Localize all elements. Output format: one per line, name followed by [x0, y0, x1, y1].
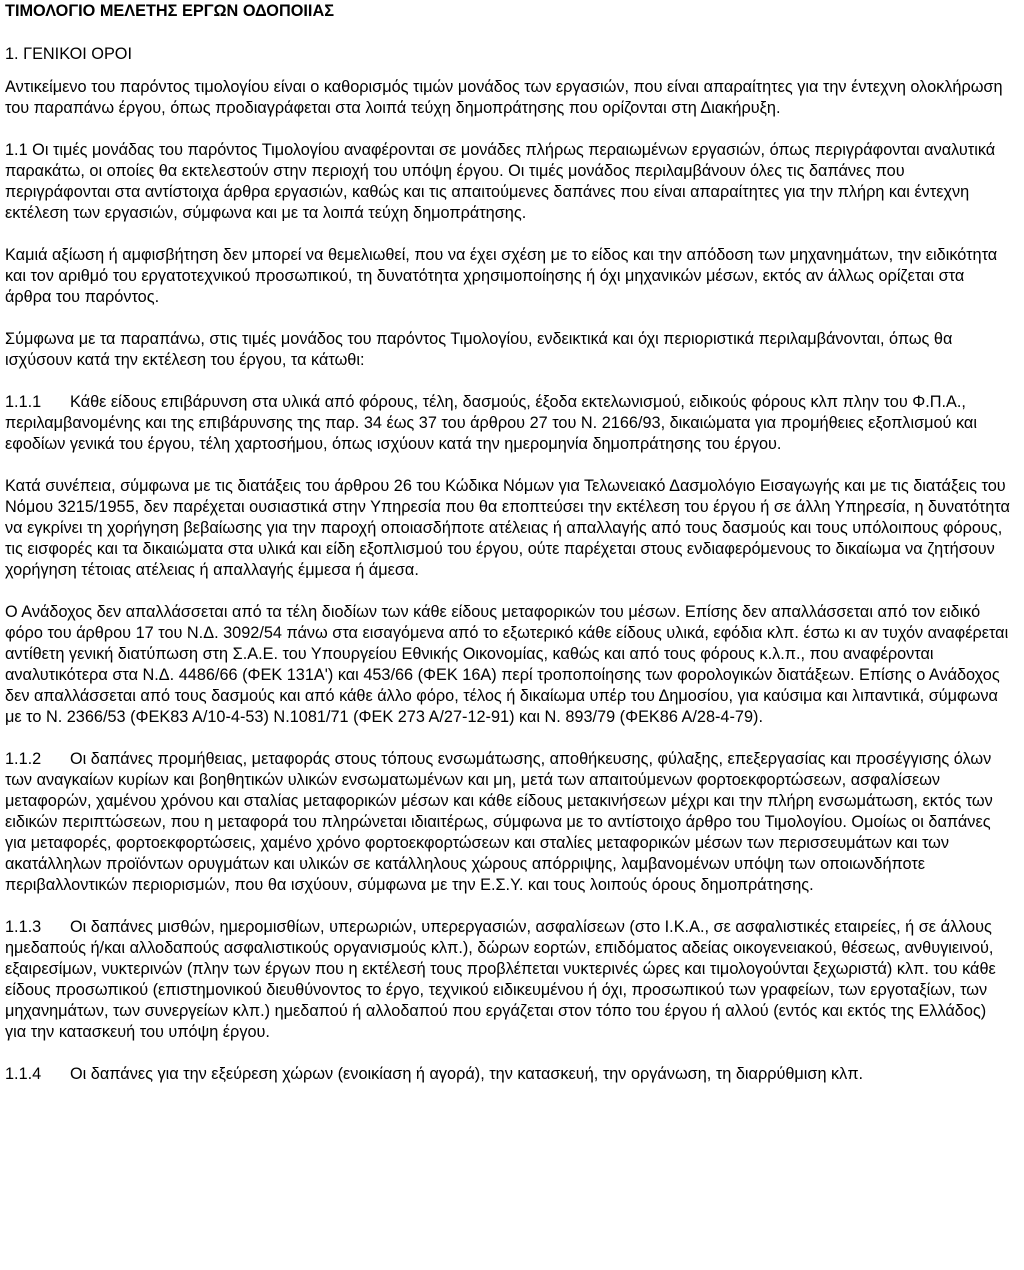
paragraph-included-items: Σύμφωνα με τα παραπάνω, στις τιμές μονάδος του παρόντος Τιμολογίου, ενδεικτικά και όχι περιοριστικά περιλαμβάνονται, όπως θα ισχύσουν κατά την εκτέλεση του έργου, τα κάτωθι:	[5, 330, 953, 369]
item-1-1-1-number: 1.1.1	[5, 393, 42, 411]
paragraph-contractor-tolls: Ο Ανάδοχος δεν απαλλάσσεται από τα τέλη διοδίων των κάθε είδους μεταφορικών του μέσων. Επίσης δεν απαλλάσσεται από τον ειδικό φόρο του άρθρου 17 του Ν.Δ. 3092/54 πάνω στα εισαγόμενα από το εξωτερικό κάθε είδους υλικά, εφόδια κλπ. έστω κι αν τυχόν αναφέρεται αντίθετη γενική διατύπωση στη Σ.Α.Ε. του Υπουργείου Εθνικής Οικονομίας, καθώς και από τους φόρους κ.λ.π., που αναφέρονται αναλυτικότερα στα Ν.Δ. 4486/66 (ΦΕΚ 131Α') και 453/66 (ΦΕΚ 16Α) περί τροποποίησης των φορολογικών διατάξεων. Επίσης ο Ανάδοχος δεν απαλλάσσεται από τους δασμούς και από κάθε άλλο φόρο, τέλος ή δικαίωμα υπέρ του Δημοσίου, για καύσιμα και λιπαντικά, σύμφωνα με το Ν. 2366/53 (ΦΕΚ83 Α/10-4-53) Ν.1081/71 (ΦΕΚ 273 Α/27-12-91) και Ν. 893/79 (ΦΕΚ86 Α/28-4-79).	[5, 603, 1009, 726]
item-1-1-3	[5, 917, 1010, 1043]
document-title: ΤΙΜΟΛΟΓΙΟ ΜΕΛΕΤΗΣ ΕΡΓΩΝ ΟΔΟΠΟΙΙΑΣ	[5, 2, 334, 20]
item-1-1-1	[5, 392, 1010, 455]
item-1-1-2	[5, 749, 1010, 896]
paragraph-1-1: 1.1 Οι τιμές μονάδας του παρόντος Τιμολογίου αναφέρονται σε μονάδες πλήρως περαιωμένων εργασιών, όπως περιγράφονται αναλυτικά παρακάτω, οι οποίες θα εκτελεστούν στην περιοχή του υπόψη έργου. Οι τιμές μονάδος περιλαμβάνουν όλες τις δαπάνες που περιγράφονται στα αντίστοιχα άρθρα εργασιών, καθώς και τις απαιτούμενες δαπάνες που είναι απαραίτητες για την πλήρη και έντεχνη εκτέλεση των εργασιών, σύμφωνα και με τα λοιπά τεύχη δημοπράτησης.	[5, 141, 996, 222]
paragraph-consequently: Κατά συνέπεια, σύμφωνα με τις διατάξεις του άρθρου 26 του Κώδικα Νόμων για Τελωνειακό Δασμολόγιο Εισαγωγής και με τις διατάξεις του Νόμου 3215/1955, δεν παρέχεται ουσιαστικά στην Υπηρεσία που θα εποπτεύσει την εκτέλεση του έργου ή σε άλλη Υπηρεσία, η δυνατότητα να εγκρίνει τη χορήγηση βεβαίωσης για την παροχή οποιασδήποτε ατέλειας ή απαλλαγής από τους δασμούς και τους υπόλοιπους φόρους, τις εισφορές και τα δικαιώματα στα υλικά και είδη εξοπλισμού του έργου, ούτε παρέχεται στους ενδιαφερόμενους το δικαίωμα να ζητήσουν χορήγηση τέτοιας ατέλειας ή απαλλαγής έμμεσα ή άμεσα.	[5, 477, 1010, 579]
paragraph-scope: Αντικείμενο του παρόντος τιμολογίου είναι ο καθορισμός τιμών μονάδος των εργασιών, που είναι απαραίτητες για την έντεχνη ολοκλήρωση του παραπάνω έργου, όπως προδιαγράφεται στα λοιπά τεύχη δημοπράτησης που ορίζονται στη Διακήρυξη.	[5, 78, 1003, 117]
item-1-1-1-text: Κάθε είδους επιβάρυνση στα υλικά από φόρους, τέλη, δασμούς, έξοδα εκτελωνισμού, ειδικούς φόρους κλπ πλην του Φ.Π.Α., περιλαμβανομένης και της επιβάρυνσης της παρ. 34 έως 37 του άρθρου 27 του Ν. 2166/93, δικαιώματα για προμήθειες εξοπλισμού και εφοδίων γενικά του έργου, τέλη χαρτοσήμου, όπως ισχύουν κατά την ημερομηνία δημοπράτησης του έργου.	[5, 393, 977, 453]
item-1-1-4	[5, 1064, 1010, 1085]
paragraph-no-claim: Καμιά αξίωση ή αμφισβήτηση δεν μπορεί να θεμελιωθεί, που να έχει σχέση με το είδος και την απόδοση των μηχανημάτων, την ειδικότητα και τον αριθμό του εργατοτεχνικού προσωπικού, τη δυνατότητα χρησιμοποίησης ή όχι μηχανικών μέσων, εκτός αν άλλως ορίζεται στα άρθρα του παρόντος.	[5, 246, 998, 306]
item-1-1-2-number: 1.1.2	[5, 750, 42, 768]
item-1-1-4-number: 1.1.4	[5, 1065, 42, 1083]
item-1-1-4-text: Οι δαπάνες για την εξεύρεση χώρων (ενοικίαση ή αγορά), την κατασκευή, την οργάνωση, τη διαρρύθμιση κλπ.	[70, 1065, 864, 1083]
item-1-1-3-number: 1.1.3	[5, 918, 42, 936]
item-1-1-3-text: Οι δαπάνες μισθών, ημερομισθίων, υπερωριών, υπερεργασιών, ασφαλίσεων (στο Ι.Κ.Α., σε ασφαλιστικές εταιρείες, ή σε άλλους ημεδαπούς ή/και αλλοδαπούς ασφαλιστικούς οργανισμούς κλπ.), δώρων εορτών, επιδόματος αδείας οικογενειακού, θέσεως, ανθυγιεινού, εξαιρεσίμων, νυκτερινών (πλην των έργων που η εκτέλεσή τους προβλέπεται νυκτερινές ώρες και τιμολογούνται ξεχωριστά) κλπ. του κάθε είδους προσωπικού (επιστημονικού διευθύνοντος το έργο, τεχνικού ειδικευμένου ή όχι, προσωπικού των γραφείων, των εργοταξίων, των μηχανημάτων, των συνεργείων κλπ.) ημεδαπού ή αλλοδαπού που εργάζεται στον τόπο του έργου ή αλλού (εντός και εκτός της Ελλάδος) για την κατασκευή του υπόψη έργου.	[5, 918, 996, 1041]
section-heading-general-terms: 1. ΓΕΝΙΚΟΙ ΟΡΟΙ	[5, 45, 132, 63]
item-1-1-2-text: Οι δαπάνες προμήθειας, μεταφοράς στους τόπους ενσωμάτωσης, αποθήκευσης, φύλαξης, επεξεργασίας και προσέγγισης όλων των αναγκαίων κυρίων και βοηθητικών υλικών ενσωματωμένων και μη, μετά των απαιτούμενων φορτοεκφορτώσεων, ασφαλίσεων μεταφορών, χαμένου χρόνου και σταλίας μεταφορικών μέσων και κάθε είδους μετακινήσεων μέχρι και την πλήρη ενσωμάτωση, εκτός των ειδικών περιπτώσεων, που η μεταφορά του πληρώνεται ιδιαιτέρως, σύμφωνα με το αντίστοιχο άρθρο του Τιμολογίου. Ομοίως οι δαπάνες για μεταφορές, φορτοεκφορτώσεις, χαμένο χρόνο φορτοεκφορτώσεων και σταλίες μεταφορικών μέσων των περισσευμάτων και των ακατάλληλων προϊόντων ορυγμάτων και υλικών σε κατάλληλους χώρους απόρριψης, λαμβανομένων υπόψη των οποιωνδήποτε περιβαλλοντικών περιορισμών, που θα ισχύουν, σύμφωνα με την Ε.Σ.Υ. και τους λοιπούς όρους δημοπράτησης.	[5, 750, 993, 894]
